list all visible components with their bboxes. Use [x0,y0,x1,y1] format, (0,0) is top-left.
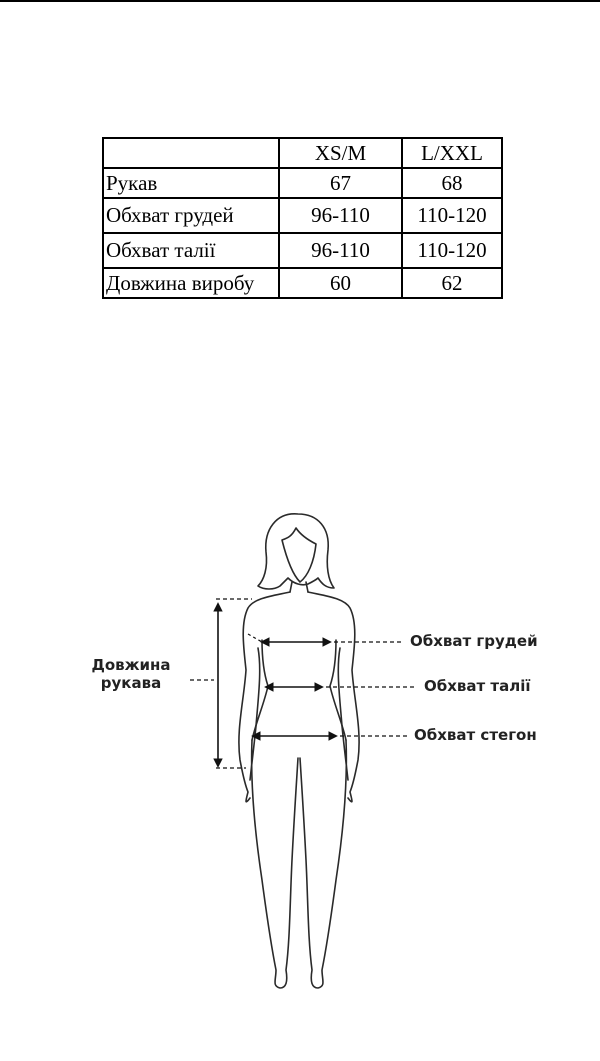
cell-xs-m: 60 [279,268,402,298]
row-label: Обхват грудей [103,198,279,233]
cell-l-xxl: 110-120 [402,198,502,233]
sleeve-label-line2: рукава [100,674,162,692]
hips-label: Обхват стегон [414,726,537,744]
header-cell-empty [103,138,279,168]
size-table [102,137,503,299]
row-label: Довжина виробу [103,268,279,298]
cell-xs-m: 96-110 [279,233,402,268]
waist-label: Обхват талії [424,677,531,695]
table-row [103,168,502,198]
sleeve-label-line1: Довжина [91,656,171,674]
cell-xs-m: 96-110 [279,198,402,233]
header-cell-l-xxl: L/XXL [402,138,502,168]
cell-xs-m: 67 [279,168,402,198]
sleeve-length-label [86,656,176,692]
row-label: Рукав [103,168,279,198]
torso-left [252,640,268,740]
chest-label: Обхват грудей [410,632,538,650]
header-cell-xs-m: XS/M [279,138,402,168]
body-outline-illustration [0,500,600,1000]
torso-right [330,640,346,740]
body-measurement-diagram [0,500,600,1000]
cell-l-xxl: 62 [402,268,502,298]
row-label: Обхват талії [103,233,279,268]
cell-l-xxl: 68 [402,168,502,198]
cell-l-xxl: 110-120 [402,233,502,268]
left-leg-outline [252,740,298,988]
top-rule [0,0,600,2]
face-outline [282,528,316,582]
table-row [103,268,502,298]
table-row [103,233,502,268]
table-header-row [103,138,502,168]
table-row [103,198,502,233]
right-leg-outline [300,740,346,988]
